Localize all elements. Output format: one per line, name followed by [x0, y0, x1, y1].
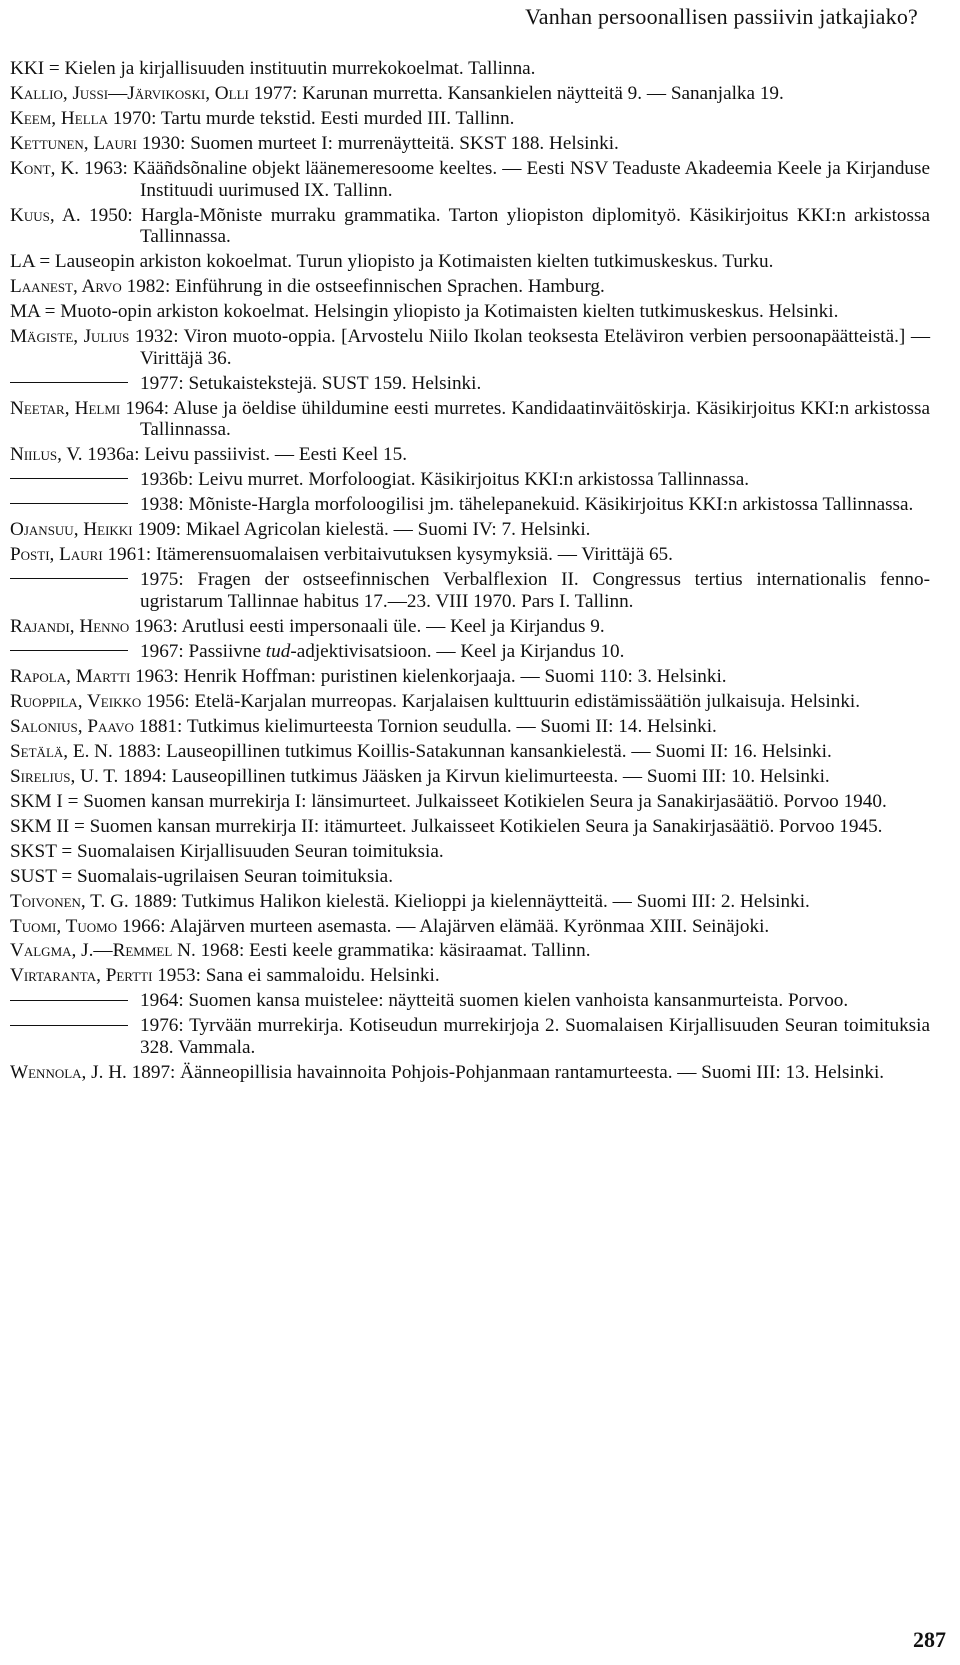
- reference-entry: [10, 866, 930, 888]
- reference-entry: [10, 276, 930, 298]
- reference-author: Kallio, Jussi—Järvikoski, Olli: [10, 82, 249, 104]
- reference-entry: [10, 990, 930, 1012]
- repeat-author-dash: [10, 503, 128, 504]
- reference-text: 1909: Mikael Agricolan kielestä. — Suomi IV: 7. Helsinki.: [132, 519, 591, 541]
- reference-entry: [10, 741, 930, 763]
- reference-text: 1966: Alajärven murteen asemasta. — Alajärven elämää. Kyrönmaa XIII. Seinäjoki.: [117, 915, 770, 937]
- reference-text-cont: -adjektivisatsioon. — Keel ja Kirjandus 10.: [290, 640, 625, 662]
- reference-entry: [10, 494, 930, 516]
- reference-text: MA = Muoto-opin arkiston kokoelmat. Helsingin yliopisto ja Kotimaisten kielten tutkimuskeskus. Helsinki.: [10, 301, 839, 323]
- reference-text: 1975: Fragen der ostseefinnischen Verbalflexion II. Congressus tertius internationalis fenno-ugristarum Tallinnae habitus 17.—23. VIII 1970. Pars I. Tallinn.: [140, 569, 930, 612]
- reference-text: 1889: Tutkimus Halikon kielestä. Kielioppi ja kielennäytteitä. — Suomi III: 2. Helsinki.: [128, 890, 810, 912]
- reference-entry: [10, 205, 930, 248]
- reference-author: Rapola, Martti: [10, 665, 131, 687]
- reference-author: Laanest, Arvo: [10, 276, 122, 298]
- reference-author: Ruoppila, Veikko: [10, 690, 142, 712]
- reference-text: SKST = Suomalaisen Kirjallisuuden Seuran toimituksia.: [10, 840, 444, 862]
- reference-text: 1953: Sana ei sammaloidu. Helsinki.: [152, 965, 440, 987]
- reference-author: Salonius, Paavo: [10, 715, 134, 737]
- reference-text: 1982: Einführung in die ostseefinnischen Sprachen. Hamburg.: [121, 276, 605, 298]
- reference-entry: [10, 444, 930, 466]
- reference-text: 1930: Suomen murteet I: murrenäytteitä. SKST 188. Helsinki.: [136, 132, 619, 154]
- reference-author: Keem, Hella: [10, 107, 108, 129]
- reference-entry: [10, 133, 930, 155]
- reference-entry: [10, 108, 930, 130]
- reference-entry: [10, 326, 930, 369]
- reference-entry: [10, 716, 930, 738]
- reference-author: Kettunen, Lauri: [10, 132, 137, 154]
- reference-list: [10, 58, 930, 1087]
- reference-text: 1932: Viron muoto-oppia. [Arvostelu Niilo Ikolan teoksesta Eteläviron verbien persoonapäätteistä.] — Virittäjä 36.: [129, 326, 931, 369]
- reference-text: 1963: Henrik Hoffman: puristinen kielenkorjaaja. — Suomi 110: 3. Helsinki.: [130, 665, 727, 687]
- reference-text: 1964: Suomen kansa muistelee: näytteitä suomen kielen vanhoista kansanmurteista. Porvoo.: [140, 990, 849, 1012]
- repeat-author-dash: [10, 578, 128, 579]
- reference-text: 1881: Tutkimus kielimurteesta Tornion seudulla. — Suomi II: 14. Helsinki.: [133, 715, 717, 737]
- reference-author: Niilus, V.: [10, 444, 83, 466]
- reference-entry: [10, 519, 930, 541]
- reference-text: 1970: Tartu murde tekstid. Eesti murded III. Tallinn.: [107, 107, 515, 129]
- reference-text: 1961: Itämerensuomalaisen verbitaivutuksen kysymyksiä. — Virittäjä 65.: [102, 544, 673, 566]
- reference-entry: [10, 766, 930, 788]
- repeat-author-dash: [10, 382, 128, 383]
- reference-entry: [10, 301, 930, 323]
- reference-text: 1968: Eesti keele grammatika: käsiraamat. Tallinn.: [195, 940, 591, 962]
- reference-text: 1967: Passiivne: [140, 640, 266, 662]
- reference-text: SUST = Suomalais-ugrilaisen Seuran toimituksia.: [10, 865, 394, 887]
- reference-author: Ojansuu, Heikki: [10, 519, 133, 541]
- reference-author: Neetar, Helmi: [10, 397, 121, 419]
- reference-author: Setälä, E. N.: [10, 740, 113, 762]
- reference-text: 1956: Etelä-Karjalan murreopas. Karjalaisen kulttuurin edistämissäätiön julkaisuja. Helsinki.: [141, 690, 861, 712]
- running-head: Vanhan persoonallisen passiivin jatkajiako?: [525, 4, 918, 29]
- reference-entry: [10, 251, 930, 273]
- reference-text: 1977: Setukaistekstejä. SUST 159. Helsinki.: [140, 372, 482, 394]
- page-number: 287: [913, 1627, 946, 1652]
- reference-entry: [10, 666, 930, 688]
- reference-author: Toivonen, T. G.: [10, 890, 129, 912]
- reference-entry: [10, 841, 930, 863]
- reference-author: Virtaranta, Pertti: [10, 965, 153, 987]
- reference-entry: [10, 544, 930, 566]
- reference-entry: [10, 58, 930, 80]
- reference-text: 1964: Aluse ja öeldise ühildumine eesti murretes. Kandidaatinväitöskirja. Käsikirjoitus KKI:n arkistossa Tallinnassa.: [120, 397, 931, 441]
- reference-text: SKM I = Suomen kansan murrekirja I: länsimurteet. Julkaisseet Kotikielen Seura ja Sanakirjasäätiö. Porvoo 1940.: [10, 790, 887, 812]
- reference-entry: [10, 569, 930, 612]
- reference-entry: [10, 158, 930, 201]
- reference-text: 1897: Äänneopillisia havainnoita Pohjois-Pohjanmaan rantamurteesta. — Suomi III: 13. Helsinki.: [126, 1062, 885, 1084]
- reference-text: 1894: Lauseopillinen tutkimus Jääsken ja Kirvun kielimurteesta. — Suomi III: 10. Helsinki.: [118, 765, 830, 787]
- reference-author: Sirelius, U. T.: [10, 765, 119, 787]
- reference-entry: [10, 398, 930, 441]
- repeat-author-dash: [10, 650, 128, 651]
- reference-entry: [10, 965, 930, 987]
- reference-text: 1936b: Leivu murret. Morfoloogiat. Käsikirjoitus KKI:n arkistossa Tallinnassa.: [140, 469, 750, 491]
- reference-text: 1976: Tyrvään murrekirja. Kotiseudun murrekirjoja 2. Suomalaisen Kirjallisuuden Seuran toimituksia 328. Vammala.: [140, 1015, 930, 1059]
- reference-entry: [10, 641, 930, 663]
- reference-author: Mägiste, Julius: [10, 326, 130, 348]
- reference-text: 1963: Kääñdsõnaline objekt läänemeresoome keeltes. — Eesti NSV Teaduste Akadeemia Keele ja Kirjanduse Instituudi uurimused IX. Tallinn.: [79, 157, 931, 201]
- reference-author: Wennola, J. H.: [10, 1062, 127, 1084]
- reference-italic: tud: [265, 640, 291, 662]
- reference-author: Kuus, A.: [10, 204, 81, 226]
- reference-text: 1936a: Leivu passiivist. — Eesti Keel 15.: [82, 444, 408, 466]
- reference-text: KKI = Kielen ja kirjallisuuden instituutin murrekokoelmat. Tallinna.: [10, 58, 536, 79]
- reference-entry: [10, 816, 930, 838]
- reference-entry: [10, 469, 930, 491]
- reference-text: LA = Lauseopin arkiston kokoelmat. Turun yliopisto ja Kotimaisten kielten tutkimuskeskus. Turku.: [10, 251, 774, 273]
- reference-author: Posti, Lauri: [10, 544, 103, 566]
- reference-text: 1977: Karunan murretta. Kansankielen näytteitä 9. — Sananjalka 19.: [248, 82, 784, 104]
- reference-text: SKM II = Suomen kansan murrekirja II: itämurteet. Julkaisseet Kotikielen Seura ja Sanakirjasäätiö. Porvoo 1945.: [10, 815, 883, 837]
- reference-author: Valgma, J.—Remmel N.: [10, 940, 196, 962]
- repeat-author-dash: [10, 1025, 128, 1026]
- repeat-author-dash: [10, 478, 128, 479]
- reference-entry: [10, 916, 930, 938]
- repeat-author-dash: [10, 1000, 128, 1001]
- reference-entry: [10, 1062, 930, 1084]
- reference-entry: [10, 691, 930, 713]
- reference-entry: [10, 940, 930, 962]
- reference-text: 1950: Hargla-Mõniste murraku grammatika. Tarton yliopiston diplomityö. Käsikirjoitus KKI:n arkistossa Tallinnassa.: [80, 204, 930, 248]
- reference-entry: [10, 83, 930, 105]
- reference-text: 1963: Arutlusi eesti impersonaali üle. — Keel ja Kirjandus 9.: [129, 615, 605, 637]
- reference-author: Tuomi, Tuomo: [10, 915, 118, 937]
- reference-text: 1938: Mõniste-Hargla morfoloogilisi jm. tähelepanekuid. Käsikirjoitus KKI:n arkistossa Tallinnassa.: [140, 494, 914, 516]
- reference-entry: [10, 791, 930, 813]
- reference-entry: [10, 616, 930, 638]
- reference-text: 1883: Lauseopillinen tutkimus Koillis-Satakunnan kansankielestä. — Suomi II: 16. Helsinki.: [112, 740, 832, 762]
- reference-entry: [10, 1015, 930, 1058]
- reference-entry: [10, 373, 930, 395]
- reference-author: Kont, K.: [10, 157, 80, 179]
- reference-author: Rajandi, Henno: [10, 615, 130, 637]
- reference-entry: [10, 891, 930, 913]
